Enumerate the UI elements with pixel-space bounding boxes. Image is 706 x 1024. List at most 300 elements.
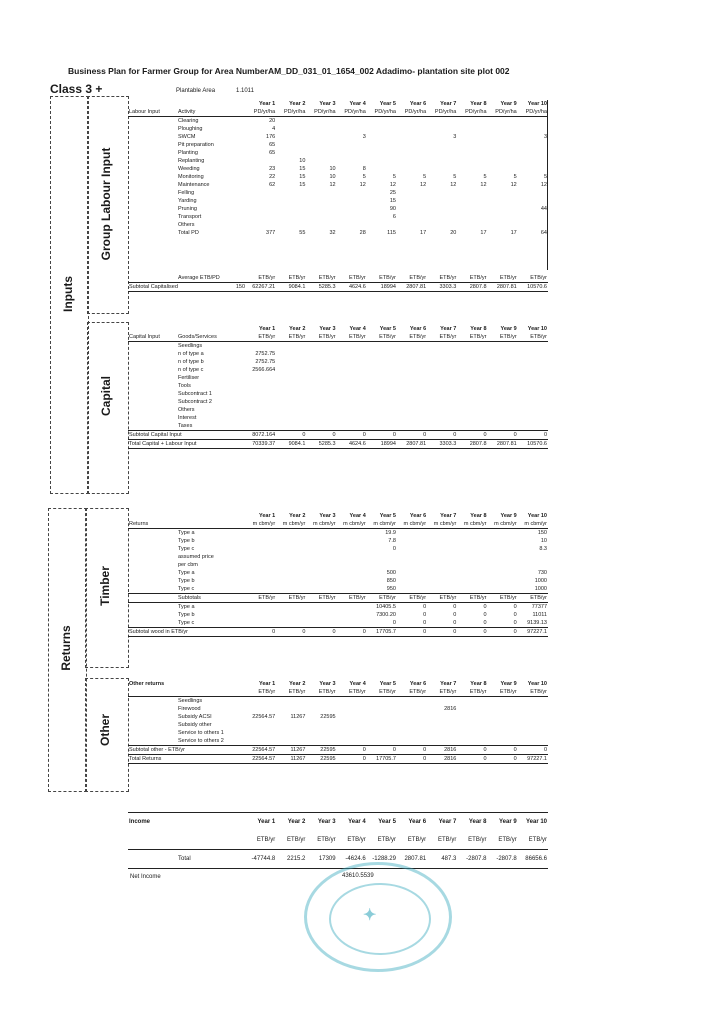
value-cell [337,382,367,390]
value-cell [246,529,276,538]
value-cell: ETB/yr [306,333,336,342]
value-cell: 10 [540,538,547,544]
value-cell: ETB/yr [427,274,457,283]
value-cell [457,221,487,229]
value-cell [306,577,336,585]
row-group-label: Returns [128,520,174,529]
value-cell: 0 [457,431,487,440]
value-cell: ETB/yr [397,688,427,697]
row-group-label [128,688,174,697]
row-group-label [128,577,174,585]
value-cell [367,157,397,165]
labour-row [128,117,548,126]
value-cell: 55 [299,230,306,236]
value-cell [246,729,276,737]
value-cell: Year 5 [379,101,396,107]
value-cell: 97227.1 [518,755,548,764]
other-subtotal-row [128,746,548,755]
value-cell: PD/yr/ha [306,108,336,117]
row-label: Type c [178,586,195,592]
value-cell [337,366,367,374]
row-group-label [128,173,174,181]
value-cell: 0 [276,431,306,440]
timber-subtotal-wood-row [128,628,548,637]
value-cell [306,553,336,561]
value-cell [488,545,518,553]
value-cell [337,721,367,729]
value-cell: m cbm/yr [246,520,276,529]
value-cell: 0 [423,612,427,618]
value-cell: 90 [389,206,396,212]
labour-row [128,229,548,237]
value-cell: 65 [269,142,276,148]
value-cell [337,569,367,577]
value-cell: 0 [518,746,548,755]
value-cell [457,189,487,197]
value-cell [337,406,367,414]
value-cell: ETB/yr [337,333,367,342]
value-cell: Year 10 [527,101,547,107]
capital-row [128,414,548,422]
value-cell [337,577,367,585]
value-cell: 15 [299,166,306,172]
value-cell [518,414,548,422]
value-cell [276,737,306,746]
value-cell [246,619,276,628]
value-cell [397,205,427,213]
value-cell: 0 [518,431,548,440]
plantable-area-value: 1.1011 [236,88,254,94]
row-label: Subsidy other [178,722,212,728]
value-cell: 0 [453,612,457,618]
value-cell [397,197,427,205]
value-cell [367,422,397,431]
value-cell: 5 [362,174,366,180]
value-cell: PD/yr/ha [246,108,276,117]
row-label [174,755,246,764]
value-cell [276,545,306,553]
value-cell [276,149,306,157]
value-cell: 1000 [534,578,547,584]
value-cell: 0 [483,612,487,618]
value-cell: Year 3 [319,101,336,107]
value-cell [306,157,336,165]
value-cell: ETB/yr [427,688,457,697]
row-label: Service to others 2 [178,738,224,744]
value-cell [427,382,457,390]
value-cell [306,414,336,422]
value-cell: Year 2 [289,326,306,332]
value-cell [397,737,427,746]
value-cell: 25 [389,190,396,196]
value-cell [488,729,518,737]
value-cell: Year 8 [470,681,487,687]
value-cell: Year 1 [246,813,276,832]
value-cell [427,366,457,374]
value-cell [367,358,397,366]
value-cell: 850 [386,578,396,584]
row-label [174,680,246,688]
row-group-label [128,374,174,382]
value-cell [427,529,457,538]
value-cell [276,611,306,619]
value-cell: 17705.7 [367,755,397,764]
value-cell [518,197,548,205]
value-cell [457,406,487,414]
value-cell [276,603,306,612]
value-cell: Year 7 [440,513,457,519]
value-cell [337,197,367,205]
value-cell: 0 [453,620,457,626]
value-cell: 0 [306,431,336,440]
labour-subtotal-table [128,274,548,292]
value-cell: 0 [337,755,367,764]
value-cell [488,529,518,538]
value-cell: 0 [246,628,276,637]
returns-label: Returns [59,625,73,671]
value-cell: Year 4 [349,326,366,332]
value-cell [306,619,336,628]
value-cell: Year 3 [306,813,336,832]
value-cell [397,721,427,729]
row-label: Weeding [178,166,200,172]
row-group-label: Total Returns [128,755,174,764]
value-cell [276,390,306,398]
value-cell [427,157,457,165]
value-cell [276,705,306,713]
value-cell: Year 5 [367,813,397,832]
value-cell: Year 10 [527,326,547,332]
capital-row [128,374,548,382]
value-cell [457,157,487,165]
value-cell [457,149,487,157]
value-cell: 2807.81 [488,283,518,292]
row-label: assumed price [178,554,214,560]
row-label: Type a [178,530,195,536]
value-cell [518,729,548,737]
value-cell [427,374,457,382]
value-cell: 2566.664 [252,367,276,373]
row-group-label [128,537,174,545]
row-group-label [128,422,174,431]
value-cell: ETB/yr [306,688,336,697]
value-cell [276,382,306,390]
value-cell [457,374,487,382]
value-cell: 64 [540,230,547,236]
value-cell [367,697,397,706]
value-cell: -4624.6 [337,850,367,869]
value-cell: Year 1 [258,681,276,687]
value-cell: PD/yr/ha [518,108,548,117]
value-cell [337,342,367,351]
value-cell: PD/yr/ha [337,108,367,117]
value-cell [427,358,457,366]
other-row [128,721,548,729]
row-group-label: Income [128,813,174,832]
value-cell [488,350,518,358]
value-cell: 20 [269,118,276,124]
value-cell [337,141,367,149]
value-cell [306,729,336,737]
capital-row [128,342,548,351]
value-cell [276,350,306,358]
value-cell: Year 4 [349,101,366,107]
value-cell [457,737,487,746]
value-cell [427,149,457,157]
value-cell [457,705,487,713]
value-cell [337,221,367,229]
value-cell [397,390,427,398]
value-cell: 22564.57 [252,714,276,720]
value-cell [397,374,427,382]
value-cell: Year 9 [500,681,517,687]
value-cell: 12 [510,182,517,188]
value-cell: 7.8 [388,538,396,544]
capital-row [128,422,548,431]
value-cell [397,125,427,133]
value-cell [457,545,487,553]
value-cell [488,553,518,561]
labour-row [128,149,548,157]
value-cell [397,141,427,149]
value-cell: 9139.13 [527,620,547,626]
value-cell: m cbm/yr [397,520,427,529]
value-cell [246,205,276,213]
value-cell [488,537,518,545]
value-cell: 4624.6 [337,440,367,449]
value-cell: 2816 [427,746,457,755]
value-cell [488,213,518,221]
income-table [128,812,548,869]
value-cell: 10570.6 [518,440,548,449]
value-cell [246,213,276,221]
row-group-label [128,100,174,108]
value-cell [488,165,518,173]
value-cell [337,422,367,431]
value-cell [488,189,518,197]
row-group-label [128,165,174,173]
value-cell: 0 [276,628,306,637]
value-cell [337,585,367,594]
value-cell [367,705,397,713]
timber-row [128,545,548,553]
value-cell: 22595 [320,714,336,720]
value-cell [276,366,306,374]
value-cell: ETB/yr [367,274,397,283]
timber-subtotal-row [128,603,548,612]
value-cell: 150 [537,530,547,536]
value-cell [306,141,336,149]
value-cell [337,545,367,553]
value-cell [306,390,336,398]
row-group-label [128,141,174,149]
value-cell [427,165,457,173]
row-label [174,688,246,697]
row-group-label [128,529,174,538]
value-cell [518,358,548,366]
row-label: Others [178,222,195,228]
value-cell: ETB/yr [397,274,427,283]
value-cell: ETB/yr [457,274,487,283]
value-cell: Year 7 [440,681,457,687]
value-cell [337,149,367,157]
row-group-label [128,197,174,205]
value-cell [488,149,518,157]
value-cell: 2752.75 [255,359,276,365]
other-table [128,680,548,764]
value-cell [397,358,427,366]
row-label [174,325,246,333]
value-cell [276,398,306,406]
value-cell [457,721,487,729]
value-cell [397,133,427,141]
row-label: Felling [178,190,195,196]
value-cell [246,697,276,706]
value-cell [246,382,276,390]
row-group-label [128,398,174,406]
value-cell [276,221,306,229]
value-cell [367,398,397,406]
value-cell: Year 9 [500,326,517,332]
value-cell [427,561,457,569]
value-cell [518,374,548,382]
value-cell [397,117,427,126]
value-cell: 9084.1 [276,283,306,292]
value-cell [397,577,427,585]
value-cell [457,585,487,594]
value-cell: 4 [272,126,276,132]
value-cell [518,398,548,406]
value-cell [457,398,487,406]
value-cell: ETB/yr [306,274,336,283]
value-cell: 11267 [290,714,306,720]
value-cell [397,342,427,351]
value-cell: 18994 [367,283,397,292]
value-cell: 0 [397,746,427,755]
value-cell: Year 6 [409,681,427,687]
value-cell [518,157,548,165]
value-cell [518,117,548,126]
value-cell: -47744.8 [246,850,276,869]
value-cell: 5 [453,174,457,180]
value-cell [397,398,427,406]
row-label: Activity [174,108,246,117]
value-cell: ETB/yr [397,333,427,342]
value-cell: 22564.57 [246,746,276,755]
row-label: n of type a [178,351,204,357]
other-row [128,737,548,746]
value-cell: 9084.1 [276,440,306,449]
value-cell: 10 [329,174,336,180]
row-label: Interest [178,415,197,421]
value-cell [488,737,518,746]
value-cell [488,561,518,569]
value-cell [488,713,518,721]
row-group-label [128,406,174,414]
value-cell [457,529,487,538]
value-cell: 0 [488,746,518,755]
value-cell [306,705,336,713]
value-cell: ETB/yr [367,333,397,342]
value-cell [397,165,427,173]
value-cell: ETB/yr [276,688,306,697]
value-cell [457,117,487,126]
value-cell: 12 [480,182,487,188]
value-cell [337,729,367,737]
value-cell: Year 6 [409,513,427,519]
labour-row [128,173,548,181]
row-group-label [128,366,174,374]
value-cell: PD/yr/ha [457,108,487,117]
value-cell [276,374,306,382]
value-cell [337,619,367,628]
labour-row [128,205,548,213]
value-cell [276,529,306,538]
value-cell: ETB/yr [337,688,367,697]
row-label: Type c [178,546,195,552]
value-cell [427,197,457,205]
value-cell [246,398,276,406]
value-cell [246,561,276,569]
other-row [128,705,548,713]
total-returns-row [128,755,548,764]
value-cell [246,374,276,382]
value-cell [457,125,487,133]
row-group-label [128,850,174,869]
row-group-label [128,414,174,422]
row-label [174,831,246,850]
value-cell [337,350,367,358]
other-row [128,697,548,706]
value-cell: 0 [453,604,457,610]
timber-row [128,569,548,577]
value-cell: 2807.8 [457,440,487,449]
value-cell: ETB/yr [276,274,306,283]
value-cell [518,350,548,358]
value-cell: 15 [299,182,306,188]
value-cell [397,414,427,422]
value-cell [397,537,427,545]
value-cell [427,350,457,358]
row-label: Type b [178,578,195,584]
value-cell: 70339.37 [246,440,276,449]
value-cell: ETB/yr [427,594,457,603]
value-cell: Year 8 [470,326,487,332]
row-label: SWCM [178,134,196,140]
value-cell: 5285.3 [306,440,336,449]
value-cell: 5 [543,174,547,180]
value-cell: 2816 [427,755,457,764]
value-cell [337,713,367,721]
other-row [128,729,548,737]
value-cell: ETB/yr [488,274,518,283]
value-cell: Year 9 [500,101,517,107]
value-cell: ETB/yr [246,594,276,603]
value-cell [367,133,397,141]
document-title: Business Plan for Farmer Group for Area NumberAM_DD_031_01_1654_002 Adadimo- plantation site plot 002 [68,66,510,76]
value-cell: Year 5 [379,326,396,332]
value-cell: Year 1 [258,513,276,519]
value-cell [457,422,487,431]
value-cell: ETB/yr [367,594,397,603]
value-cell [457,358,487,366]
value-cell [246,569,276,577]
row-group-label: Capital Input [128,333,174,342]
timber-subtotals-header [128,594,548,603]
value-cell: 17 [420,230,427,236]
value-cell [337,537,367,545]
row-label [174,512,246,520]
